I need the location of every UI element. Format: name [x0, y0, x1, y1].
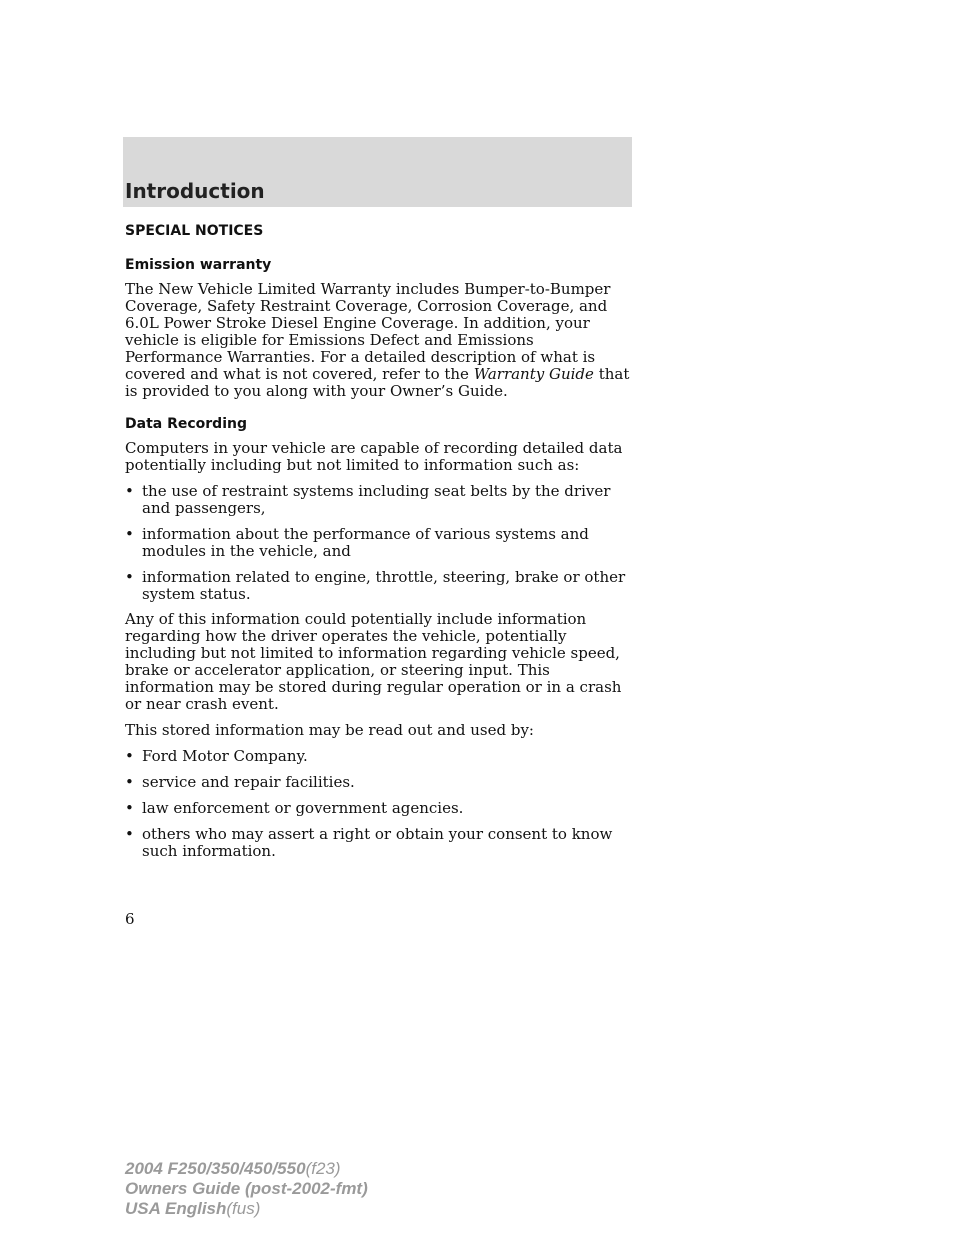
- data-recording-intro: Computers in your vehicle are capable of recording detailed data potentially including but not limited to information such as:: [125, 439, 623, 474]
- emission-text-end: that is provided to you along with your Owner’s Guide.: [125, 365, 630, 400]
- page-content: [125, 221, 635, 869]
- footer-language-line: USA English(fus): [125, 1199, 261, 1218]
- list-item: • information about the performance of various systems and modules in the vehicle, and: [125, 525, 589, 560]
- list-item: • service and repair facilities.: [125, 773, 355, 791]
- bullet-icon: •: [125, 568, 134, 586]
- bullet-icon: •: [125, 773, 134, 791]
- warranty-guide-title: Warranty Guide: [473, 365, 594, 383]
- list-item: • the use of restraint systems including seat belts by the driver and passengers,: [125, 482, 611, 517]
- data-recording-heading: Data Recording: [125, 416, 247, 432]
- bullet-icon: •: [125, 747, 134, 765]
- data-recording-paragraph: Any of this information could potentially include information regarding how the driver operates the vehicle, potentially including but not limited to information regarding vehicle speed, brake or accelerator application, or steering input. This information may be stored during regular operation or in a crash or near crash event.: [125, 610, 622, 713]
- footer-guide-line: Owners Guide (post-2002-fmt): [125, 1179, 368, 1198]
- special-notices-heading: SPECIAL NOTICES: [125, 223, 264, 239]
- document-footer: [125, 1159, 368, 1219]
- bullet-icon: •: [125, 525, 134, 543]
- data-users-list: [125, 748, 635, 860]
- list-item: • others who may assert a right or obtain your consent to know such information.: [125, 825, 613, 860]
- emission-warranty-paragraph: [125, 281, 635, 400]
- footer-model-line: 2004 F250/350/450/550(f23): [125, 1159, 341, 1178]
- list-item: • law enforcement or government agencies.: [125, 799, 464, 817]
- page-number: 6: [125, 910, 135, 928]
- list-item: • information related to engine, throttle, steering, brake or other system status.: [125, 568, 626, 603]
- bullet-icon: •: [125, 825, 134, 843]
- section-title: Introduction: [125, 179, 265, 203]
- recorded-data-list: [125, 483, 635, 603]
- data-usage-intro: This stored information may be read out and used by:: [125, 721, 534, 739]
- emission-warranty-heading: Emission warranty: [125, 257, 272, 273]
- emission-text-start: The New Vehicle Limited Warranty includes Bumper-to-Bumper Coverage, Safety Restraint Coverage, Corrosion Coverage, and 6.0L Power Stroke Diesel Engine Coverage. In addition, your vehicle is eligible for Emissions Defect and Emissions Performance Warranties. For a detailed description of what is covered and what is not covered, refer to the: [125, 280, 611, 383]
- bullet-icon: •: [125, 799, 134, 817]
- bullet-icon: •: [125, 482, 134, 500]
- list-item: • Ford Motor Company.: [125, 747, 308, 765]
